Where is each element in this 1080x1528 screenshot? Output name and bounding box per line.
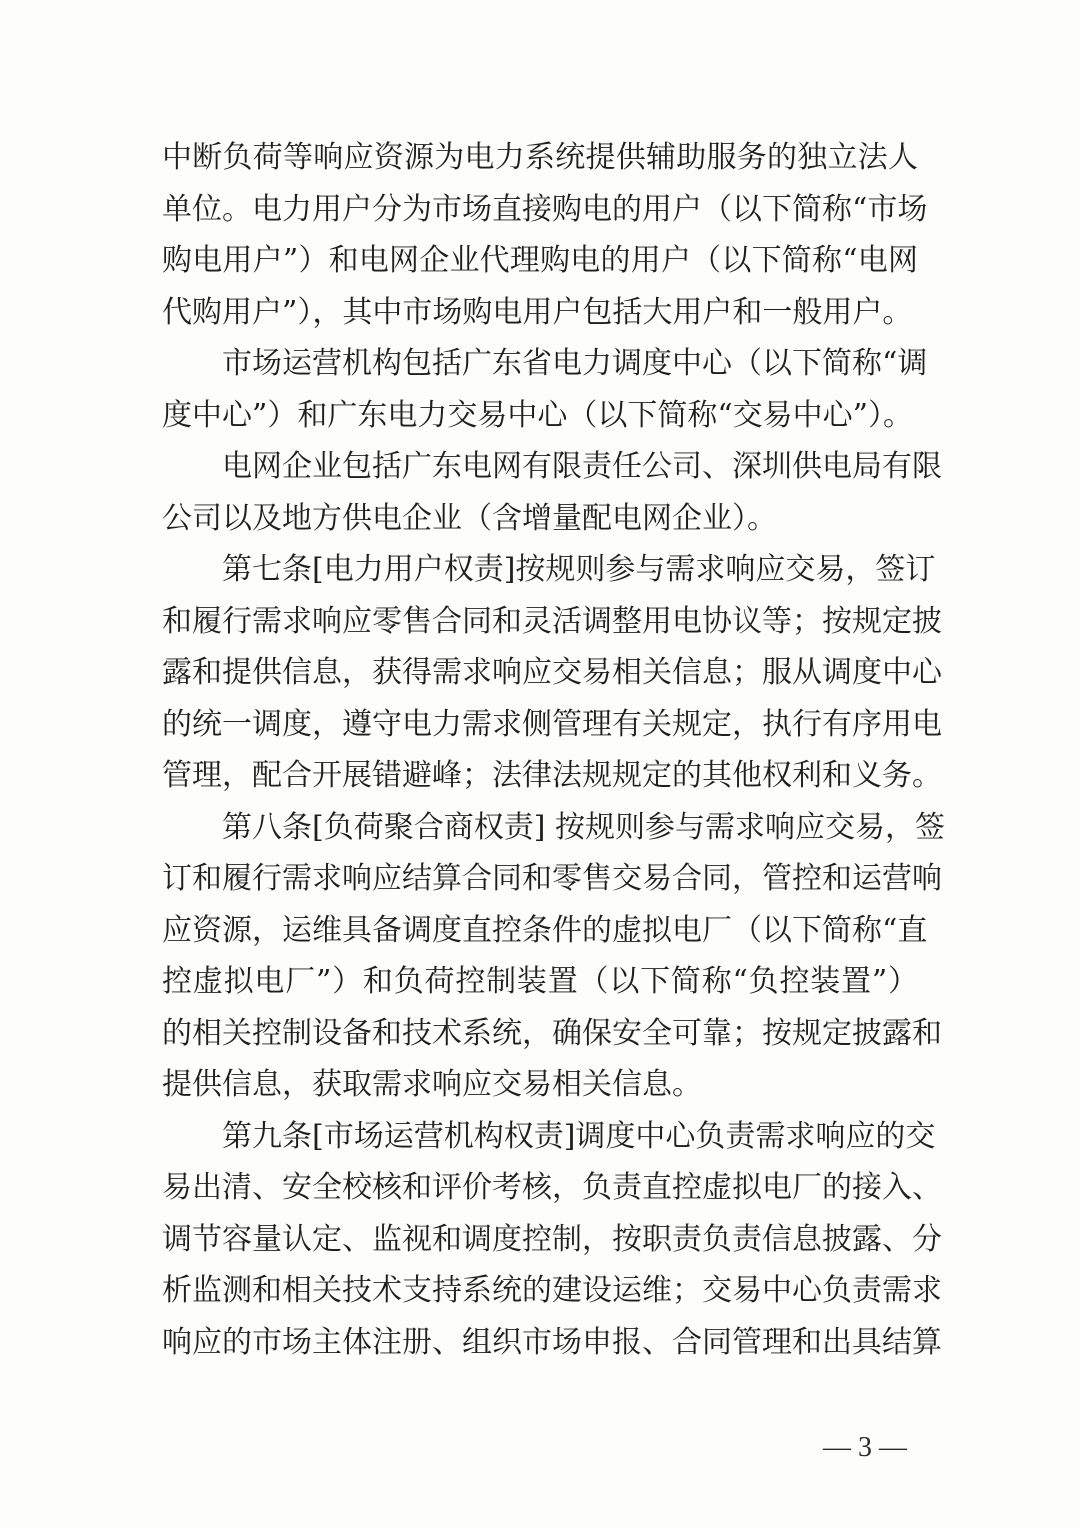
- text-line: 露和提供信息，获得需求响应交易相关信息；服从调度中心: [162, 655, 942, 690]
- text-line: 第七条[电力用户权责]按规则参与需求响应交易，签订: [222, 552, 936, 587]
- text-line: 代购用户”），其中市场购电用户包括大用户和一般用户。: [162, 294, 913, 330]
- text-line: 管理，配合开展错避峰；法律法规规定的其他权利和义务。: [162, 758, 942, 793]
- text-line: 应资源，运维具备调度直控条件的虚拟电厂（以下简称“直: [162, 912, 928, 948]
- text-line: 第九条[市场运营机构权责]调度中心负责需求响应的交: [222, 1118, 936, 1154]
- text-line: 的统一调度，遵守电力需求侧管理有关规定，执行有序用电: [162, 706, 942, 742]
- text-line: 第八条[负荷聚合商权责] 按规则参与需求响应交易，签: [222, 809, 945, 845]
- text-line: 的相关控制设备和技术系统，确保安全可靠；按规定披露和: [162, 1015, 942, 1051]
- text-line: 订和履行需求响应结算合同和零售交易合同，管控和运营响: [162, 861, 942, 896]
- text-line: 公司以及地方供电企业（含增量配电网企业）。: [162, 500, 777, 536]
- text-line: 度中心”）和广东电力交易中心（以下简称“交易中心”）。: [162, 397, 914, 433]
- text-line: 易出清、安全校核和评价考核，负责直控虚拟电厂的接入、: [162, 1170, 942, 1205]
- text-line: 单位。电力用户分为市场直接购电的用户（以下简称“市场: [162, 191, 928, 227]
- page-number: — 3 —: [823, 1432, 907, 1463]
- text-line: 响应的市场主体注册、组织市场申报、合同管理和出具结算: [162, 1324, 942, 1360]
- text-line: 和履行需求响应零售合同和灵活调整用电协议等；按规定披: [162, 603, 942, 639]
- paragraph: [162, 802, 945, 1111]
- text-line: 提供信息，获取需求响应交易相关信息。: [162, 1067, 702, 1102]
- text-line: 控虚拟电厂”）和负荷控制装置（以下简称“负控装置”）: [162, 964, 918, 999]
- paragraph: [162, 338, 928, 441]
- text-line: 中断负荷等响应资源为电力系统提供辅助服务的独立法人: [162, 140, 918, 175]
- text-line: 市场运营机构包括广东省电力调度中心（以下简称“调: [222, 346, 928, 381]
- document-body: [162, 132, 945, 1368]
- text-line: 电网企业包括广东电网有限责任公司、深圳供电局有限: [222, 449, 942, 484]
- text-line: 调节容量认定、监视和调度控制，按职责负责信息披露、分: [162, 1221, 942, 1257]
- paragraph: [162, 441, 942, 544]
- text-line: 购电用户”）和电网企业代理购电的用户（以下简称“电网: [162, 243, 918, 278]
- paragraph: [162, 1111, 942, 1369]
- text-line: 析监测和相关技术支持系统的建设运维；交易中心负责需求: [162, 1273, 942, 1308]
- paragraph: [162, 544, 942, 802]
- paragraph: [162, 132, 928, 338]
